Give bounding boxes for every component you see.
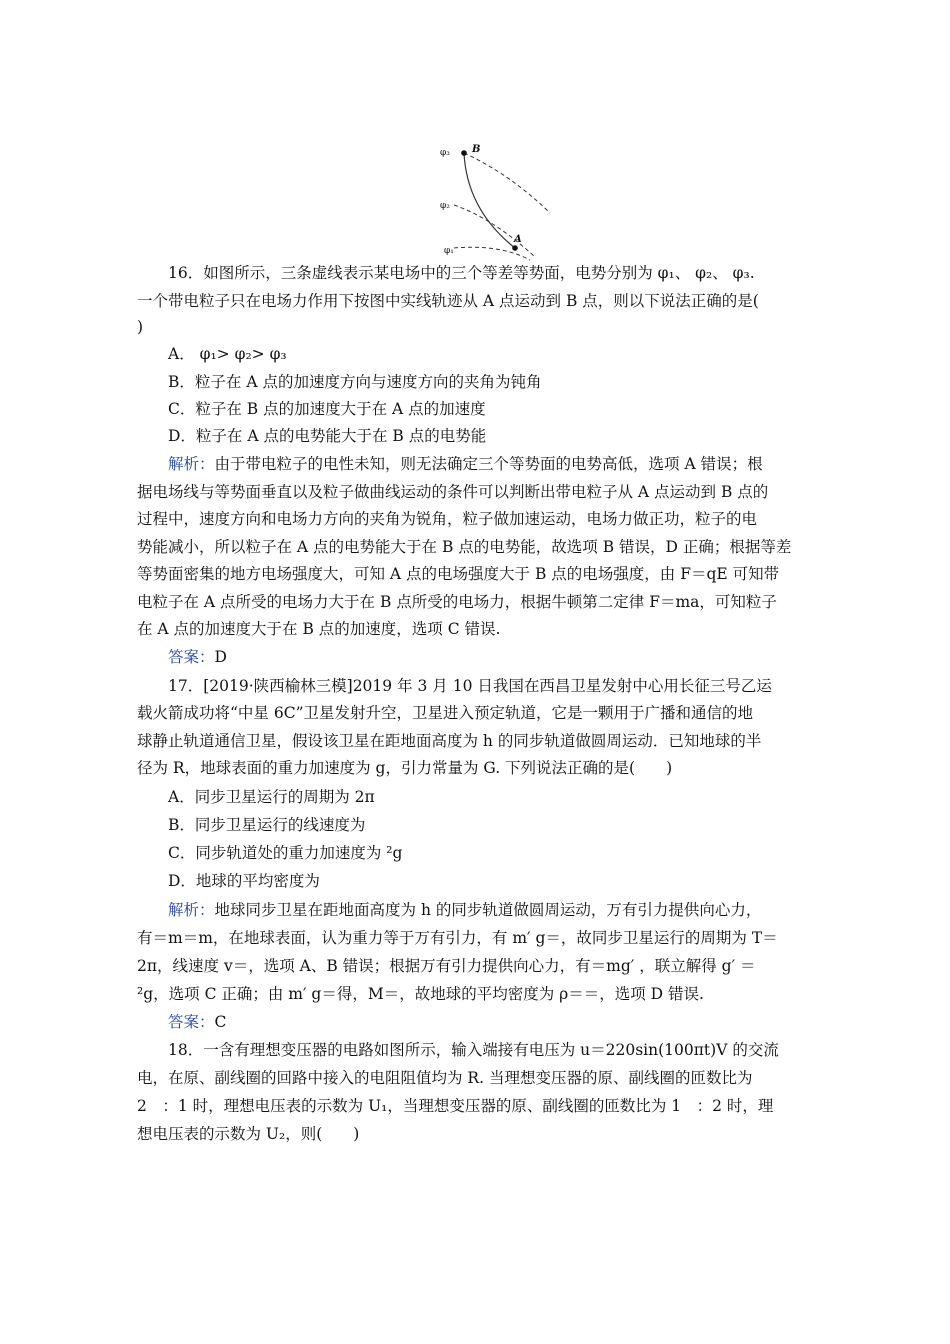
q16-analysis-line-5: 等势面密集的地方电场强度大，可知 A 点的电场强度大于 B 点的电场强度，由 F＝qE 可知带 — [137, 565, 780, 583]
phi3-label: φ₃ — [440, 148, 450, 158]
q16-option-c: C．粒子在 B 点的加速度大于在 A 点的加速度 — [168, 400, 486, 418]
point-a — [512, 245, 518, 251]
q16-option-a: A． φ₁> φ₂> φ₃ — [168, 345, 287, 363]
q16-answer — [168, 647, 848, 667]
q16-analysis-line-2: 据电场线与等势面垂直以及粒子做曲线运动的条件可以判断出带电粒子从 A 点运动到 B 点的 — [137, 483, 769, 501]
q17-analysis-line-2: 有＝m＝m，在地球表面，认为重力等于万有引力，有 m′ g＝，故同步卫星运行的周期为 T＝ — [137, 929, 778, 947]
q17-answer — [168, 1012, 848, 1032]
trajectory-line — [464, 153, 515, 248]
point-b — [461, 150, 467, 156]
answer-label: 答案： — [168, 1013, 215, 1031]
analysis-text: 由于带电粒子的电性未知，则无法确定三个等势面的电势高低，选项 A 错误；根 — [214, 455, 763, 473]
q16-analysis-line-6: 电粒子在 A 点所受的电场力大于在 B 点所受的电场力，根据牛顿第二定律 F＝ma，可知粒子 — [137, 593, 777, 611]
q16-analysis-line-3: 过程中，速度方向和电场力方向的夹角为锐角，粒子做加速运动，电场力做正功，粒子的电 — [137, 510, 758, 528]
equipotential-line-2 — [454, 205, 534, 256]
q17-option-b: B．同步卫星运行的线速度为 — [168, 816, 366, 834]
analysis-label: 解析： — [168, 455, 215, 473]
q16-line-3: ) — [137, 318, 144, 336]
q16-option-b: B．粒子在 A 点的加速度方向与速度方向的夹角为钝角 — [168, 373, 542, 391]
phi1-label: φ₁ — [444, 246, 454, 256]
equipotential-line-1 — [454, 247, 530, 260]
q17-option-d: D．地球的平均密度为 — [168, 872, 320, 890]
q16-analysis-line-7: 在 A 点的加速度大于在 B 点的加速度，选项 C 错误. — [137, 620, 501, 638]
equipotential-svg — [430, 138, 540, 258]
analysis-text: 地球同步卫星在距地面高度为 h 的同步轨道做圆周运动，万有引力提供向心力， — [214, 901, 762, 919]
phi2-label: φ₂ — [440, 201, 450, 211]
q18-line-2: 电，在原、副线圈的回路中接入的电阻阻值均为 R. 当理想变压器的原、副线圈的匝数比为 — [137, 1069, 753, 1087]
q17-line-1: 17．[2019·陕西榆林三模]2019 年 3 月 10 日我国在西昌卫星发射中心用长征三号乙运 — [168, 677, 772, 695]
q17-analysis-line-4: ²g，选项 C 正确；由 m′ g＝得，M＝，故地球的平均密度为 ρ＝＝，选项 D 错误. — [137, 985, 704, 1003]
q17-line-4: 径为 R，地球表面的重力加速度为 g，引力常量为 G. 下列说法正确的是( ) — [137, 759, 673, 777]
q18-line-4: 想电压表的示数为 U₂，则( ) — [137, 1125, 360, 1143]
q18-line-1: 18．一含有理想变压器的电路如图所示，输入端接有电压为 u＝220sin(100πt)V 的交流 — [168, 1041, 779, 1059]
equipotential-line-3 — [464, 153, 550, 213]
q17-option-c: C．同步轨道处的重力加速度为 ²g — [168, 844, 403, 862]
q17-option-a: A．同步卫星运行的周期为 2π — [168, 788, 375, 806]
answer-label: 答案： — [168, 648, 215, 666]
q16-analysis-line-4: 势能减小，所以粒子在 A 点的电势能大于在 B 点的电势能，故选项 B 错误，D 正确；根据等差 — [137, 538, 792, 556]
answer-text: D — [214, 648, 227, 666]
a-label: A — [514, 234, 522, 245]
q17-line-2: 载火箭成功将“中星 6C”卫星发射升空，卫星进入预定轨道，它是一颗用于广播和通信的地 — [137, 704, 753, 722]
q17-analysis-line-1 — [168, 900, 848, 920]
q17-line-3: 球静止轨道通信卫星，假设该卫星在距地面高度为 h 的同步轨道做圆周运动．已知地球的半 — [137, 732, 762, 750]
analysis-label: 解析： — [168, 901, 215, 919]
q18-line-3: 2 ：1 时，理想电压表的示数为 U₁，当理想变压器的原、副线圈的匝数比为 1 ：2 时，理 — [137, 1097, 774, 1115]
answer-text: C — [214, 1013, 227, 1031]
equipotential-diagram — [430, 138, 540, 258]
b-label: B — [472, 144, 481, 155]
q17-analysis-line-3: 2π，线速度 v＝，选项 A、B 错误；根据万有引力提供向心力，有＝mg′ ，联立解得 g′ ＝ — [137, 957, 756, 975]
q16-line-1: 16．如图所示，三条虚线表示某电场中的三个等差等势面，电势分别为 φ₁、 φ₂、 φ₃. — [168, 264, 755, 282]
q16-line-2: 一个带电粒子只在电场力作用下按图中实线轨迹从 A 点运动到 B 点，则以下说法正确的是( — [137, 292, 759, 310]
q16-analysis-line-1 — [168, 454, 848, 474]
q16-option-d: D．粒子在 A 点的电势能大于在 B 点的电势能 — [168, 427, 487, 445]
